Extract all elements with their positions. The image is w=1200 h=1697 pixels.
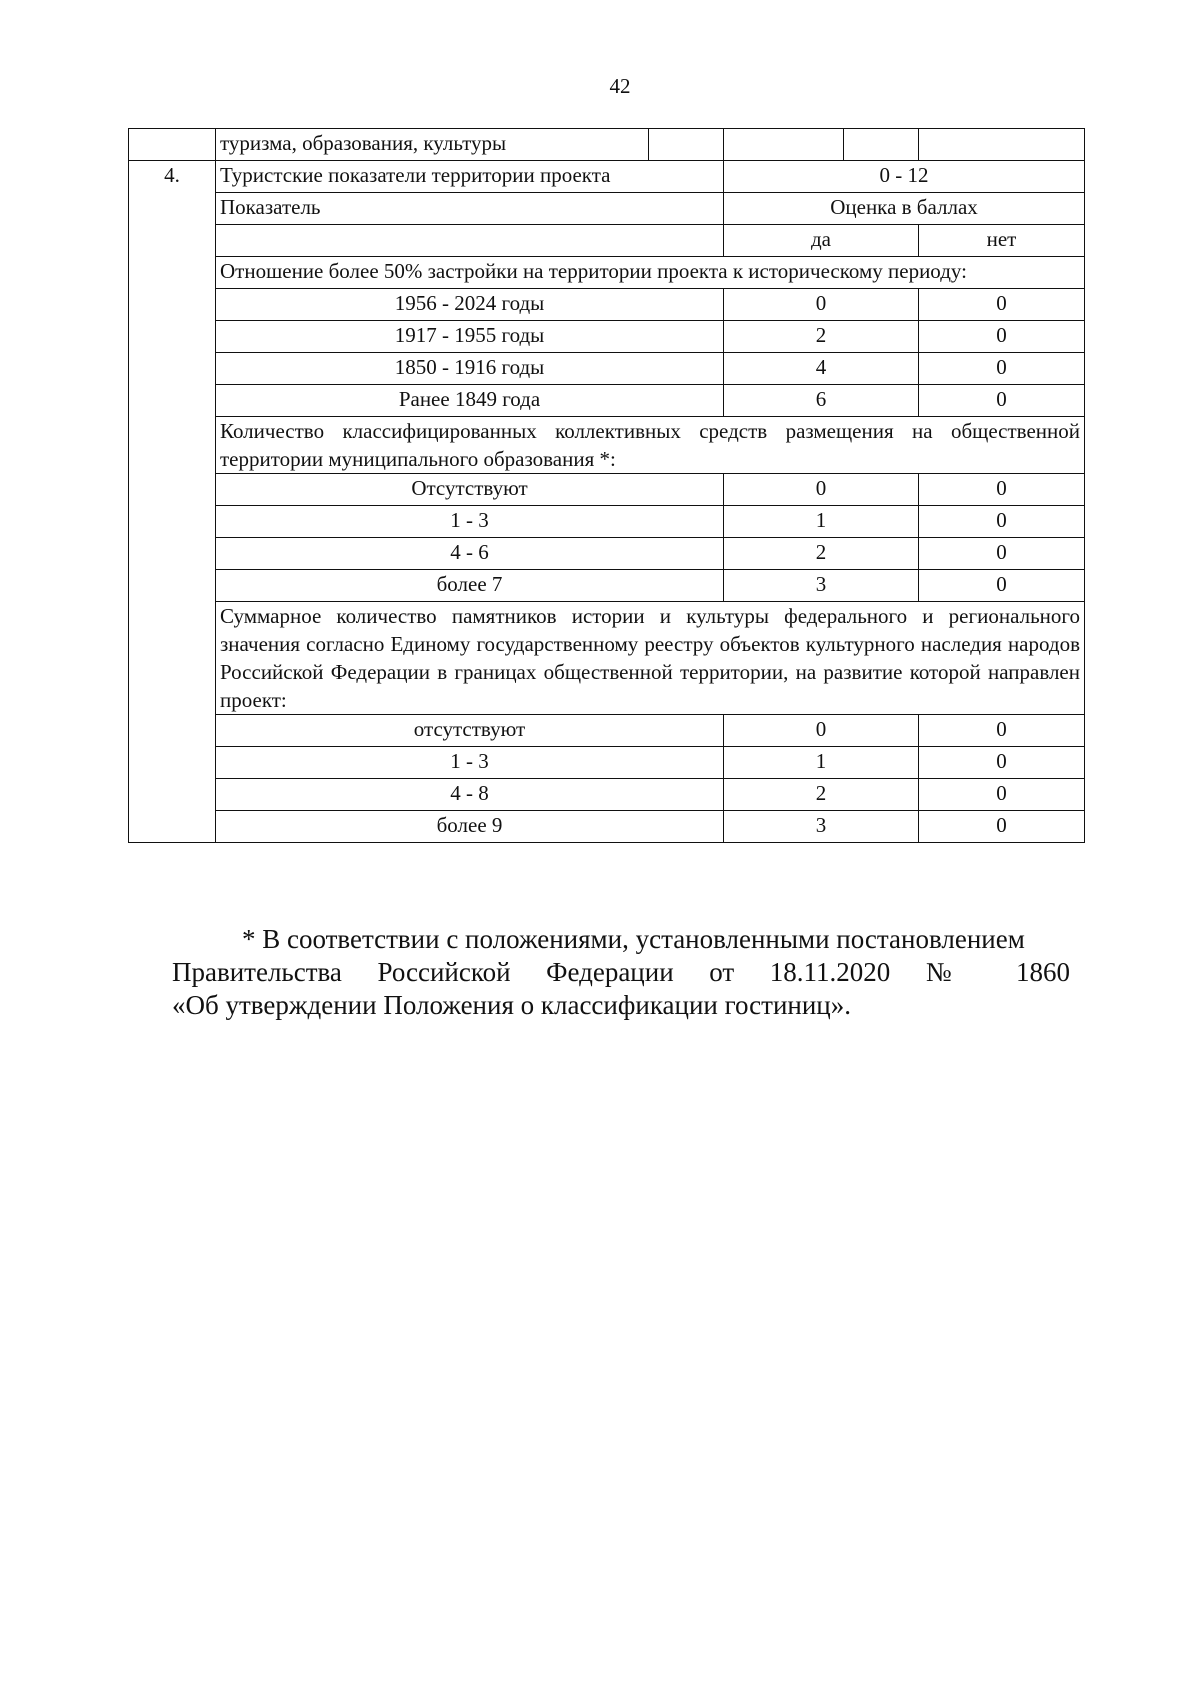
table-row bbox=[129, 353, 1085, 385]
empty-cell bbox=[919, 129, 1085, 161]
section-number: 4. bbox=[129, 161, 216, 843]
row-label: 1917 - 1955 годы bbox=[216, 321, 724, 353]
row-no: 0 bbox=[919, 321, 1085, 353]
row-yes: 2 bbox=[724, 321, 919, 353]
header-no: нет bbox=[919, 225, 1085, 257]
row-label: более 9 bbox=[216, 811, 724, 843]
footnote-line: * В соответствии с положениями, установленными постановлением bbox=[242, 924, 1025, 954]
row-yes: 0 bbox=[724, 715, 919, 747]
row-no: 0 bbox=[919, 538, 1085, 570]
subheader-row bbox=[129, 225, 1085, 257]
row-no: 0 bbox=[919, 715, 1085, 747]
row-no: 0 bbox=[919, 289, 1085, 321]
table-row bbox=[129, 289, 1085, 321]
row-yes: 3 bbox=[724, 570, 919, 602]
row-yes: 2 bbox=[724, 538, 919, 570]
empty-cell bbox=[216, 225, 724, 257]
header-yes: да bbox=[724, 225, 919, 257]
section-title: Туристские показатели территории проекта bbox=[216, 161, 724, 193]
row-no: 0 bbox=[919, 506, 1085, 538]
row-no: 0 bbox=[919, 474, 1085, 506]
footnote-line: «Об утверждении Положения о классификации гостиниц». bbox=[172, 990, 852, 1020]
footnote-line: Правительства Российской Федерации от 18.11.2020 № 1860 bbox=[172, 957, 1070, 987]
table-row bbox=[129, 715, 1085, 747]
group-title-row bbox=[129, 417, 1085, 474]
row-no: 0 bbox=[919, 811, 1085, 843]
table-row bbox=[129, 538, 1085, 570]
row-label: Ранее 1849 года bbox=[216, 385, 724, 417]
row-yes: 1 bbox=[724, 747, 919, 779]
table-row bbox=[129, 385, 1085, 417]
row-yes: 0 bbox=[724, 289, 919, 321]
header-score: Оценка в баллах bbox=[724, 193, 1085, 225]
row-no: 0 bbox=[919, 385, 1085, 417]
row-label: 4 - 6 bbox=[216, 538, 724, 570]
continuation-row bbox=[129, 129, 1085, 161]
row-yes: 0 bbox=[724, 474, 919, 506]
table-row bbox=[129, 474, 1085, 506]
row-yes: 2 bbox=[724, 779, 919, 811]
table-row bbox=[129, 570, 1085, 602]
table-row bbox=[129, 747, 1085, 779]
row-label: Отсутствуют bbox=[216, 474, 724, 506]
table-row bbox=[129, 321, 1085, 353]
row-label: 1850 - 1916 годы bbox=[216, 353, 724, 385]
section-range: 0 - 12 bbox=[724, 161, 1085, 193]
empty-cell bbox=[844, 129, 919, 161]
group-title: Количество классифицированных коллективных средств размещения на общественной территории муниципального образования *: bbox=[216, 417, 1085, 474]
row-label: отсутствуют bbox=[216, 715, 724, 747]
row-no: 0 bbox=[919, 570, 1085, 602]
group-title-row bbox=[129, 257, 1085, 289]
page-number: 42 bbox=[609, 74, 631, 98]
row-label: более 7 bbox=[216, 570, 724, 602]
table-row bbox=[129, 811, 1085, 843]
row-no: 0 bbox=[919, 779, 1085, 811]
header-row bbox=[129, 193, 1085, 225]
row-yes: 3 bbox=[724, 811, 919, 843]
empty-cell bbox=[649, 129, 724, 161]
group-title: Суммарное количество памятников истории и культуры федерального и регионального значения согласно Единому государственному реестру объектов культурного наследия народов Российской Федерации в границах общественной территории, на развитие которой направлен проект: bbox=[216, 602, 1085, 715]
footnote bbox=[172, 923, 1070, 1022]
row-no: 0 bbox=[919, 747, 1085, 779]
row-label: 1 - 3 bbox=[216, 747, 724, 779]
section-title-row bbox=[129, 161, 1085, 193]
row-yes: 6 bbox=[724, 385, 919, 417]
table-row bbox=[129, 779, 1085, 811]
row-yes: 1 bbox=[724, 506, 919, 538]
row-no: 0 bbox=[919, 353, 1085, 385]
row-label: 1956 - 2024 годы bbox=[216, 289, 724, 321]
group-title-row bbox=[129, 602, 1085, 715]
header-indicator: Показатель bbox=[216, 193, 724, 225]
row-yes: 4 bbox=[724, 353, 919, 385]
empty-cell bbox=[724, 129, 844, 161]
table-row bbox=[129, 506, 1085, 538]
row-label: 4 - 8 bbox=[216, 779, 724, 811]
number-cell-empty bbox=[129, 129, 216, 161]
group-title: Отношение более 50% застройки на территории проекта к историческому периоду: bbox=[216, 257, 1085, 289]
scoring-table bbox=[128, 128, 1085, 843]
row-label: 1 - 3 bbox=[216, 506, 724, 538]
continuation-text: туризма, образования, культуры bbox=[216, 129, 649, 161]
